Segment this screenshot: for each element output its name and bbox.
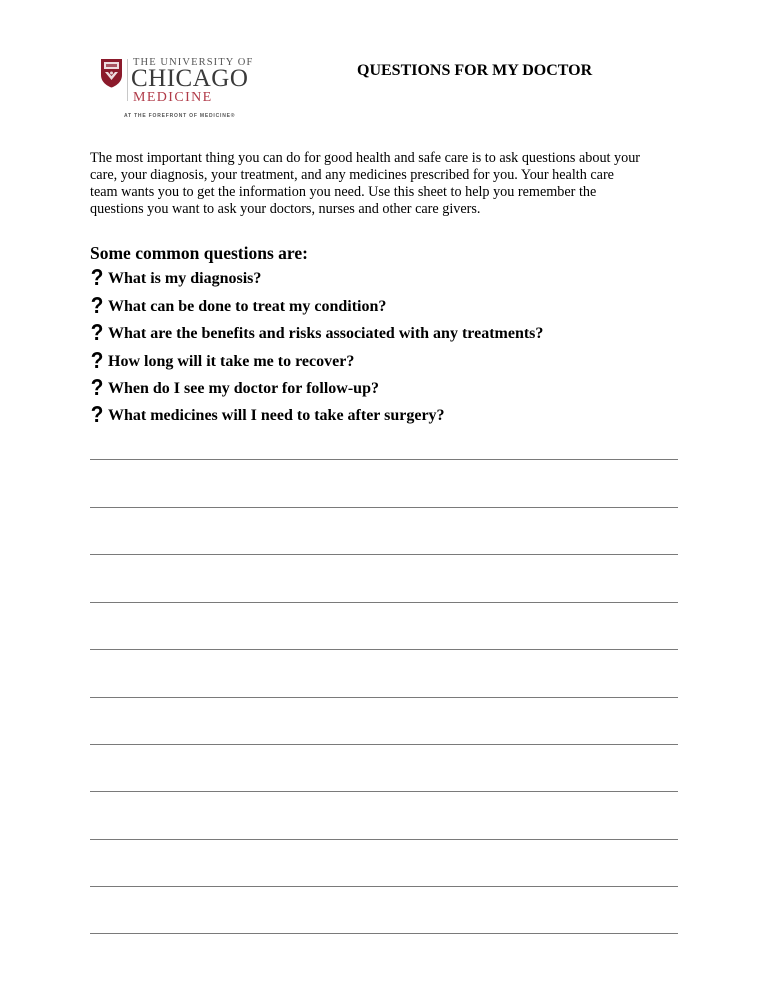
logo-university-of: THE UNIVERSITY OF [133, 57, 254, 68]
question-item [90, 317, 543, 344]
intro-paragraph [90, 150, 690, 218]
question-text: What are the benefits and risks associated with any treatments? [108, 325, 544, 343]
writing-line-2[interactable] [90, 507, 678, 508]
question-mark-icon: ? [90, 401, 104, 428]
intro-line: The most important thing you can do for good health and safe care is to ask questions about your [90, 150, 641, 166]
question-mark-icon: ? [90, 319, 104, 346]
writing-line-5[interactable] [90, 649, 678, 650]
question-list [90, 262, 543, 426]
logo-tagline: AT THE FOREFRONT OF MEDICINE® [124, 113, 236, 119]
intro-line: care, your diagnosis, your treatment, and any medicines prescribed for you. Your health care [90, 167, 614, 183]
writing-line-8[interactable] [90, 791, 678, 792]
question-item [90, 372, 543, 399]
question-text: How long will it take me to recover? [108, 352, 355, 370]
writing-line-9[interactable] [90, 839, 678, 840]
university-crest-icon [100, 58, 123, 88]
questions-heading: Some common questions are: [90, 243, 308, 263]
question-text: When do I see my doctor for follow-up? [108, 379, 379, 397]
question-mark-icon: ? [90, 373, 104, 400]
page-title: QUESTIONS FOR MY DOCTOR [357, 62, 593, 79]
writing-line-4[interactable] [90, 602, 678, 603]
writing-line-7[interactable] [90, 744, 678, 745]
writing-line-11[interactable] [90, 933, 678, 934]
question-item [90, 399, 543, 426]
question-text: What can be done to treat my condition? [108, 297, 387, 315]
question-item [90, 344, 543, 371]
question-mark-icon: ? [90, 346, 104, 373]
question-text: What is my diagnosis? [108, 270, 262, 288]
logo-medicine: MEDICINE [133, 90, 213, 105]
intro-line: team wants you to get the information you need. Use this sheet to help you remember the [90, 184, 597, 200]
question-mark-icon: ? [90, 264, 104, 291]
question-text: What medicines will I need to take after surgery? [108, 407, 445, 425]
question-mark-icon: ? [90, 291, 104, 318]
writing-line-6[interactable] [90, 697, 678, 698]
writing-line-3[interactable] [90, 554, 678, 555]
question-item [90, 289, 543, 316]
logo-divider [127, 59, 128, 101]
logo-chicago: CHICAGO [131, 65, 249, 92]
writing-line-10[interactable] [90, 886, 678, 887]
university-of-chicago-medicine-logo [97, 55, 277, 123]
intro-line: questions you want to ask your doctors, nurses and other care givers. [90, 201, 481, 217]
question-item [90, 262, 543, 289]
writing-line-1[interactable] [90, 459, 678, 460]
